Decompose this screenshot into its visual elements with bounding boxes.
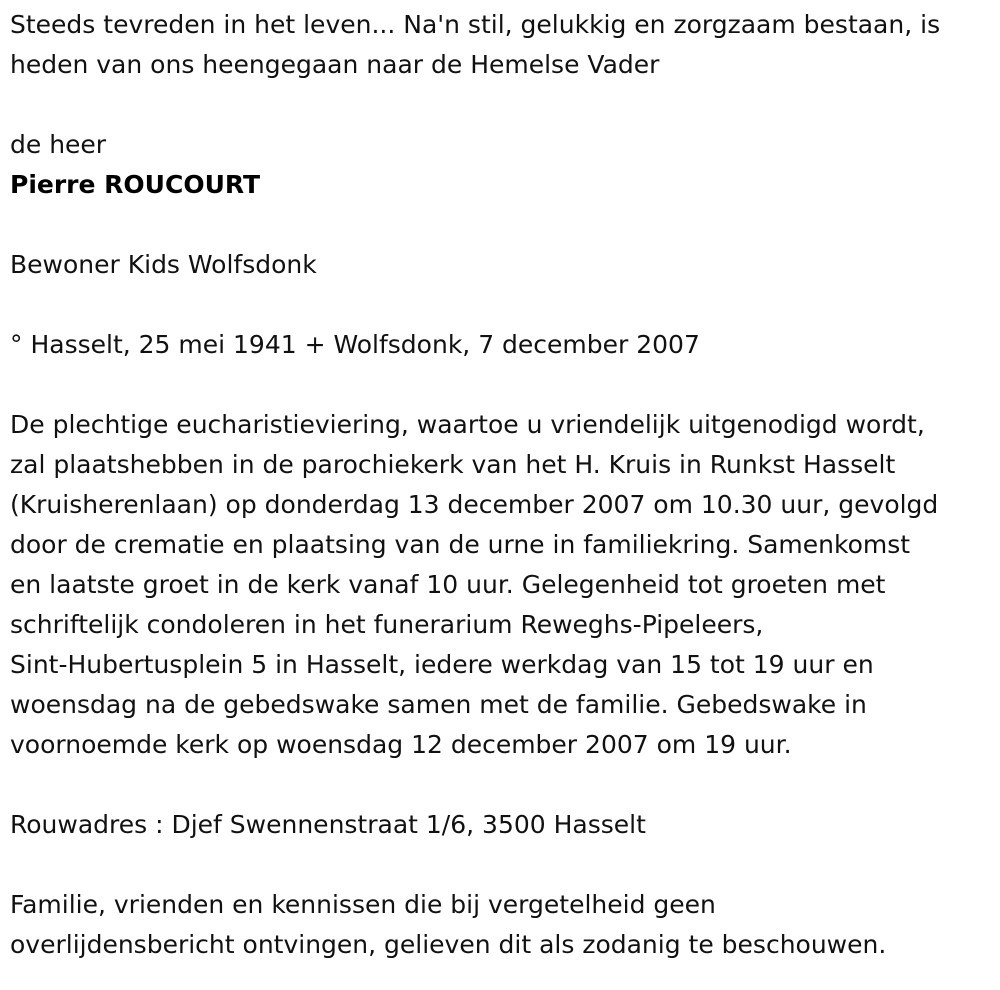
ceremony-line: De plechtige eucharistieviering, waartoe u vriendelijk uitgenodigd wordt,: [10, 410, 925, 439]
ceremony-line: en laatste groet in de kerk vanaf 10 uur. Gelegenheid tot groeten met: [10, 570, 886, 599]
spacer: [10, 845, 995, 885]
ceremony-line: door de crematie en plaatsing van de urne in familiekring. Samenkomst: [10, 530, 911, 559]
closing-line: overlijdensbericht ontvingen, gelieven dit als zodanig te beschouwen.: [10, 930, 887, 959]
deceased-name: Pierre ROUCOURT: [10, 170, 261, 199]
closing-paragraph: [10, 885, 995, 965]
ceremony-line: (Kruisherenlaan) op donderdag 13 december 2007 om 10.30 uur, gevolgd: [10, 490, 939, 519]
obituary-notice: [10, 5, 995, 965]
spacer: [10, 365, 995, 405]
birth-death-dates: ° Hasselt, 25 mei 1941 + Wolfsdonk, 7 december 2007: [10, 330, 700, 359]
intro-line: heden van ons heengegaan naar de Hemelse Vader: [10, 50, 660, 79]
ceremony-line: voornoemde kerk op woensdag 12 december 2007 om 19 uur.: [10, 730, 792, 759]
intro-paragraph: [10, 5, 995, 85]
honorific: de heer: [10, 130, 107, 159]
ceremony-line: woensdag na de gebedswake samen met de familie. Gebedswake in: [10, 690, 867, 719]
mourning-address: Rouwadres : Djef Swennenstraat 1/6, 3500 Hasselt: [10, 810, 646, 839]
spacer: [10, 285, 995, 325]
spacer: [10, 765, 995, 805]
intro-line: Steeds tevreden in het leven... Na'n stil, gelukkig en zorgzaam bestaan, is: [10, 10, 941, 39]
ceremony-line: zal plaatshebben in de parochiekerk van het H. Kruis in Runkst Hasselt: [10, 450, 896, 479]
ceremony-line: schriftelijk condoleren in het funerarium Reweghs-Pipeleers,: [10, 610, 764, 639]
closing-line: Familie, vrienden en kennissen die bij vergetelheid geen: [10, 890, 716, 919]
ceremony-line: Sint-Hubertusplein 5 in Hasselt, iedere werkdag van 15 tot 19 uur en: [10, 650, 874, 679]
ceremony-paragraph: [10, 405, 995, 765]
residence: Bewoner Kids Wolfsdonk: [10, 250, 317, 279]
spacer: [10, 85, 995, 125]
spacer: [10, 205, 995, 245]
